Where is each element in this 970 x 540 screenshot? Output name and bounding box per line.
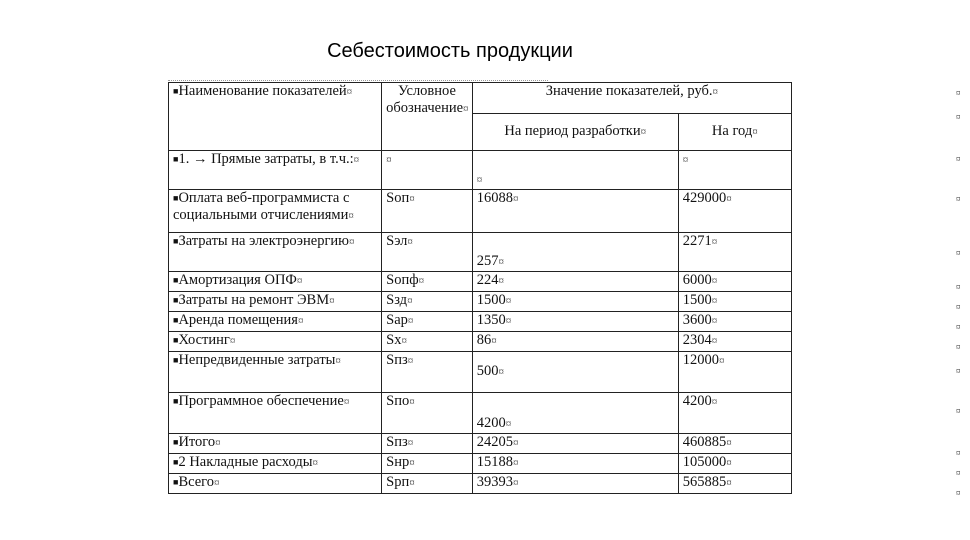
header-value-group: Значение показателей, руб. — [545, 83, 713, 99]
table-row — [169, 332, 792, 352]
row-name: Оплата веб-программиста с социальными отчислениями — [173, 190, 350, 224]
row-name-cell: ■Программное обеспечение¤ — [169, 393, 382, 434]
row-year: 2271 — [682, 233, 712, 249]
row-code: Sпз — [386, 434, 408, 450]
row-dev: 1350 — [476, 312, 506, 328]
row-dev-cell: 1500¤ — [472, 292, 678, 312]
row-name: Всего — [178, 474, 214, 490]
row-year: 460885 — [682, 434, 727, 450]
bullet-icon: ■ — [173, 86, 179, 97]
table-row — [169, 151, 792, 190]
table-row — [169, 352, 792, 393]
row-year: 6000 — [682, 272, 712, 288]
row-name-cell: ■Амортизация ОПФ¤ — [169, 272, 382, 292]
row-dev: 16088 — [476, 190, 513, 206]
header-code: Условное обозначение — [386, 83, 464, 116]
row-name-cell: ■Оплата веб-программиста с социальными отчислениями¤ — [169, 190, 382, 233]
table-row — [169, 474, 792, 494]
row-name: Аренда помещения — [178, 312, 298, 328]
row-code-cell: Sпз¤ — [382, 434, 473, 454]
row-code: Sар — [386, 312, 408, 328]
header-period-year: На год — [711, 123, 753, 139]
row-code: Sпз — [386, 352, 408, 368]
row-code: Sоп — [386, 190, 410, 206]
table-row — [169, 190, 792, 233]
row-year-cell: 12000¤ — [678, 352, 791, 393]
header-period-year-cell: На год¤ — [678, 114, 791, 151]
table-row — [169, 454, 792, 474]
row-dev: 39393 — [476, 474, 513, 490]
header-code-cell: Условное обозначение¤ — [382, 83, 473, 151]
header-period-dev: На период разработки — [504, 123, 641, 139]
row-dev-cell: 15188¤ — [472, 454, 678, 474]
top-dotted-line — [168, 80, 548, 81]
row-dev-cell: 24205¤ — [472, 434, 678, 454]
row-code: Sпо — [386, 393, 410, 409]
table-row — [169, 393, 792, 434]
row-name: Итого — [178, 434, 216, 450]
row-name: Амортизация ОПФ — [178, 272, 297, 288]
table-row — [169, 434, 792, 454]
row-name-cell: ■Затраты на электроэнергию¤ — [169, 233, 382, 272]
row-name: 1. → Прямые затраты, в т.ч.: — [178, 151, 354, 167]
row-dev-cell: 224¤ — [472, 272, 678, 292]
row-name-cell: ■Непредвиденные затраты¤ — [169, 352, 382, 393]
header-name-cell: ■Наименование показателей¤ — [169, 83, 382, 151]
row-name: Затраты на ремонт ЭВМ — [178, 292, 330, 308]
header-value-group-cell: Значение показателей, руб.¤ — [472, 83, 791, 114]
row-code-cell: Sх¤ — [382, 332, 473, 352]
row-name-cell: ■1. → Прямые затраты, в т.ч.:¤ — [169, 151, 382, 190]
row-dev: 257 — [476, 253, 499, 269]
row-year-cell: 1500¤ — [678, 292, 791, 312]
row-code: Sзд — [386, 292, 408, 308]
row-name-cell: ■2 Накладные расходы¤ — [169, 454, 382, 474]
row-code: Sрп — [386, 474, 410, 490]
table-row — [169, 272, 792, 292]
row-dev-cell: 4200¤ — [472, 393, 678, 434]
row-name: Затраты на электроэнергию — [178, 233, 349, 249]
row-code-cell: Sрп¤ — [382, 474, 473, 494]
row-code-cell: Sнр¤ — [382, 454, 473, 474]
row-code-cell: Sоп¤ — [382, 190, 473, 233]
row-name-cell: ■Аренда помещения¤ — [169, 312, 382, 332]
row-year-cell: 460885¤ — [678, 434, 791, 454]
row-year-cell: 2271¤ — [678, 233, 791, 272]
row-dev-cell: 500¤ — [472, 352, 678, 393]
row-year: 565885 — [682, 474, 727, 490]
row-dev: 1500 — [476, 292, 506, 308]
row-name: Непредвиденные затраты — [178, 352, 336, 368]
row-year-cell: 4200¤ — [678, 393, 791, 434]
row-dev: 224 — [476, 272, 499, 288]
row-year: 1500 — [682, 292, 712, 308]
row-year: 105000 — [682, 454, 727, 470]
row-dev-cell: 86¤ — [472, 332, 678, 352]
row-code-cell: Sэл¤ — [382, 233, 473, 272]
row-name-cell: ■Итого¤ — [169, 434, 382, 454]
row-name-cell: ■Затраты на ремонт ЭВМ¤ — [169, 292, 382, 312]
header-name: Наименование показателей — [178, 83, 347, 99]
row-code-cell: Sпз¤ — [382, 352, 473, 393]
row-dev: 86 — [476, 332, 492, 348]
row-code: Sх — [386, 332, 402, 348]
row-code: Sэл — [386, 233, 408, 249]
row-year-cell: 6000¤ — [678, 272, 791, 292]
row-code-cell: Sпо¤ — [382, 393, 473, 434]
row-code: Sнр — [386, 454, 410, 470]
row-year-cell: 105000¤ — [678, 454, 791, 474]
row-dev: 15188 — [476, 454, 513, 470]
table-row — [169, 312, 792, 332]
row-dev-cell: 257¤ — [472, 233, 678, 272]
row-dev-cell: ¤ — [472, 151, 678, 190]
row-dev-cell: 39393¤ — [472, 474, 678, 494]
cost-table — [168, 82, 792, 494]
row-year-cell: ¤ — [678, 151, 791, 190]
row-dev: 4200 — [476, 415, 506, 431]
row-name-cell: ■Всего¤ — [169, 474, 382, 494]
table-row — [169, 292, 792, 312]
row-year-cell: 429000¤ — [678, 190, 791, 233]
row-dev-cell: 1350¤ — [472, 312, 678, 332]
row-name: Программное обеспечение — [178, 393, 344, 409]
row-code-cell: Sопф¤ — [382, 272, 473, 292]
row-year: 2304 — [682, 332, 712, 348]
row-year: 12000 — [682, 352, 719, 368]
row-code: Sопф — [386, 272, 419, 288]
row-dev: 500 — [476, 363, 499, 379]
row-year: 3600 — [682, 312, 712, 328]
row-name: Хостинг — [178, 332, 230, 348]
row-code-cell: Sар¤ — [382, 312, 473, 332]
row-year-cell: 2304¤ — [678, 332, 791, 352]
table-row — [169, 233, 792, 272]
table-header-row — [169, 83, 792, 114]
slide-title: Себестоимость продукции — [327, 40, 573, 62]
row-year-cell: 3600¤ — [678, 312, 791, 332]
header-period-dev-cell: На период разработки¤ — [472, 114, 678, 151]
row-name: 2 Накладные расходы — [178, 454, 313, 470]
row-year: 429000 — [682, 190, 727, 206]
row-year: 4200 — [682, 393, 712, 409]
row-code-cell: Sзд¤ — [382, 292, 473, 312]
row-year-cell: 565885¤ — [678, 474, 791, 494]
document-table-image: ■Наименование показателей¤ Условное обозначение¤ Значение показателей, руб.¤ На период разработки¤ На год¤ ■1. → Прямые затраты, в т.ч.:¤ ¤ ¤ ¤ ■Оплата веб-программиста с социальными отчислениями¤ Sоп¤ 16088¤ 429000¤ ■Затраты на электроэнергию¤ Sэл¤ 257¤ 2271¤ ■Амортизация ОПФ¤ Sопф¤ 224¤ 6000¤ ■Затраты на ремонт ЭВМ¤ Sзд¤ 1500¤ 1500¤ ■Аренда помещения¤ Sар¤ 1350¤ 3600¤ ■Хостинг¤ Sх¤ 86¤ 2304¤ ■Непредвиденные затраты¤ Sпз¤ 500¤ 12000¤ ■Программное обеспечение¤ Sпо¤ 4200¤ 4200¤ ■Итого¤ Sпз¤ 24205¤ 460885¤ ■2 Накладные расходы¤ Sнр¤ 15188¤ 105000¤ ■Всего¤ Sрп¤ 39393¤ 565885¤ ¤ ¤ ¤ ¤ ¤ ¤ ¤ ¤ ¤ ¤ ¤ ¤ ¤ ¤ — [160, 72, 812, 512]
row-code-cell: ¤ — [382, 151, 473, 190]
row-name-cell: ■Хостинг¤ — [169, 332, 382, 352]
row-dev-cell: 16088¤ — [472, 190, 678, 233]
row-dev: 24205 — [476, 434, 513, 450]
